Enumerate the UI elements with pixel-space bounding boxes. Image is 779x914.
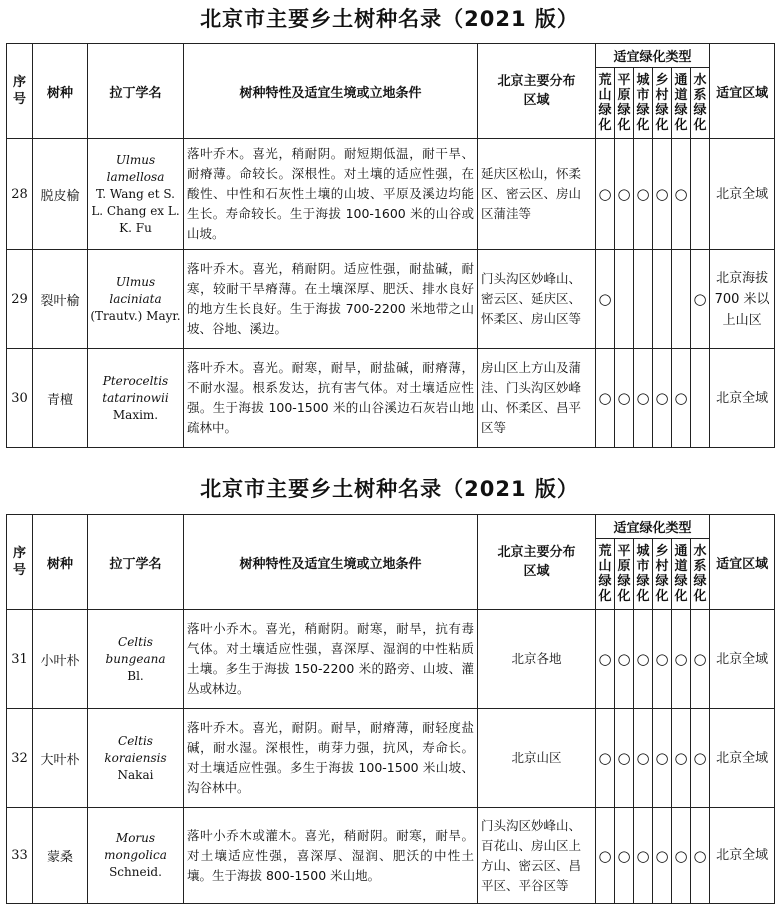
distribution: 延庆区松山，怀柔区、密云区、房山区蒲洼等 <box>478 139 596 250</box>
table-row <box>7 709 775 808</box>
mark-barren: ○ <box>596 139 615 250</box>
table-row <box>7 808 775 904</box>
mark-urban: ○ <box>634 349 653 448</box>
latin-name: Morus mongolica Schneid. <box>88 808 184 904</box>
header-greening-group: 适宜绿化类型 <box>596 515 710 539</box>
mark-barren: ○ <box>596 250 615 349</box>
mark-water <box>691 349 710 448</box>
mark-urban: ○ <box>634 808 653 904</box>
suitable-region: 北京全域 <box>710 139 775 250</box>
latin-name: Celtis bungeana Bl. <box>88 610 184 709</box>
species-traits: 落叶乔木。喜光，稍耐阴。适应性强，耐盐碱，耐寒，较耐干旱瘠薄。在土壤深厚、肥沃、排水良好的地方生长良好。生于海拔 700-2200 米地带之山坡、谷地、溪边。 <box>184 250 478 349</box>
mark-corridor <box>672 250 691 349</box>
suitable-region: 北京全域 <box>710 349 775 448</box>
species-traits: 落叶乔木。喜光。耐寒，耐旱，耐盐碱，耐瘠薄，不耐水湿。根系发达，抗有害气体。对土壤适应性强。生于海拔 100-1500 米的山谷溪边石灰岩山地疏林中。 <box>184 349 478 448</box>
species-name: 蒙桑 <box>33 808 88 904</box>
mark-village: ○ <box>653 139 672 250</box>
row-number: 30 <box>7 349 33 448</box>
mark-barren: ○ <box>596 808 615 904</box>
mark-plain: ○ <box>615 610 634 709</box>
species-traits: 落叶乔木。喜光，耐阴。耐旱，耐瘠薄，耐轻度盐碱，耐水湿。深根性，萌芽力强，抗风，寿命长。对土壤适应性强。多生于海拔 100-1500 米山坡、沟谷林中。 <box>184 709 478 808</box>
mark-water: ○ <box>691 709 710 808</box>
header-latin: 拉丁学名 <box>88 515 184 610</box>
distribution: 北京各地 <box>478 610 596 709</box>
mark-corridor: ○ <box>672 808 691 904</box>
header-species: 树种 <box>33 515 88 610</box>
table-row <box>7 610 775 709</box>
header-type-village: 乡村绿化 <box>653 539 672 610</box>
mark-village <box>653 250 672 349</box>
table-row <box>7 349 775 448</box>
mark-plain: ○ <box>615 808 634 904</box>
distribution: 门头沟区妙峰山、百花山、房山区上方山、密云区、昌平区、平谷区等 <box>478 808 596 904</box>
species-traits: 落叶乔木。喜光，稍耐阴。耐短期低温，耐干旱、耐瘠薄。命较长。深根性。对土壤的适应性强，在酸性、中性和石灰性土壤的山坡、平原及溪边均能生长。寿命较长。生于海拔 100-1600 米的山谷或山坡。 <box>184 139 478 250</box>
header-type-urban: 城市绿化 <box>634 539 653 610</box>
mark-plain: ○ <box>615 349 634 448</box>
mark-village: ○ <box>653 610 672 709</box>
latin-name: Ulmus laciniata (Trautv.) Mayr. <box>88 250 184 349</box>
table-row <box>7 139 775 250</box>
header-type-corridor: 通道绿化 <box>672 68 691 139</box>
header-region: 适宜区域 <box>710 515 775 610</box>
distribution: 房山区上方山及蒲洼、门头沟区妙峰山、怀柔区、昌平区等 <box>478 349 596 448</box>
mark-corridor: ○ <box>672 139 691 250</box>
header-latin: 拉丁学名 <box>88 44 184 139</box>
mark-village: ○ <box>653 349 672 448</box>
row-number: 33 <box>7 808 33 904</box>
mark-corridor: ○ <box>672 349 691 448</box>
latin-name: Pteroceltis tatarinowii Maxim. <box>88 349 184 448</box>
suitable-region: 北京全域 <box>710 709 775 808</box>
header-traits: 树种特性及适宜生境或立地条件 <box>184 515 478 610</box>
header-type-urban: 城市绿化 <box>634 68 653 139</box>
header-type-corridor: 通道绿化 <box>672 539 691 610</box>
row-number: 29 <box>7 250 33 349</box>
suitable-region: 北京海拔 700 米以上山区 <box>710 250 775 349</box>
latin-name: Celtis koraiensis Nakai <box>88 709 184 808</box>
header-traits: 树种特性及适宜生境或立地条件 <box>184 44 478 139</box>
mark-urban: ○ <box>634 139 653 250</box>
mark-village: ○ <box>653 709 672 808</box>
suitable-region: 北京全域 <box>710 808 775 904</box>
row-number: 32 <box>7 709 33 808</box>
latin-name: Ulmus lamellosa T. Wang et S. L. Chang ex L. K. Fu <box>88 139 184 250</box>
distribution: 门头沟区妙峰山、密云区、延庆区、怀柔区、房山区等 <box>478 250 596 349</box>
suitable-region: 北京全域 <box>710 610 775 709</box>
mark-corridor: ○ <box>672 610 691 709</box>
header-greening-group: 适宜绿化类型 <box>596 44 710 68</box>
header-region: 适宜区域 <box>710 44 775 139</box>
species-traits: 落叶小乔木或灌木。喜光，稍耐阴。耐寒，耐旱。对土壤适应性强，喜深厚、湿润、肥沃的中性土壤。生于海拔 800-1500 米山地。 <box>184 808 478 904</box>
header-type-plain: 平原绿化 <box>615 68 634 139</box>
header-type-plain: 平原绿化 <box>615 539 634 610</box>
species-name: 小叶朴 <box>33 610 88 709</box>
header-type-barren: 荒山绿化 <box>596 68 615 139</box>
mark-barren: ○ <box>596 349 615 448</box>
mark-plain: ○ <box>615 709 634 808</box>
mark-urban: ○ <box>634 709 653 808</box>
header-type-water: 水系绿化 <box>691 68 710 139</box>
species-name: 裂叶榆 <box>33 250 88 349</box>
distribution: 北京山区 <box>478 709 596 808</box>
table-row <box>7 250 775 349</box>
species-table-1 <box>6 43 775 448</box>
mark-water: ○ <box>691 808 710 904</box>
mark-water <box>691 139 710 250</box>
header-type-barren: 荒山绿化 <box>596 539 615 610</box>
species-name: 脱皮榆 <box>33 139 88 250</box>
species-table-2 <box>6 514 775 904</box>
mark-urban <box>634 250 653 349</box>
species-name: 青檀 <box>33 349 88 448</box>
header-type-water: 水系绿化 <box>691 539 710 610</box>
mark-village: ○ <box>653 808 672 904</box>
header-type-village: 乡村绿化 <box>653 68 672 139</box>
table-title-2: 北京市主要乡土树种名录（2021 版） <box>200 477 579 501</box>
mark-urban: ○ <box>634 610 653 709</box>
mark-plain <box>615 250 634 349</box>
mark-corridor: ○ <box>672 709 691 808</box>
mark-plain: ○ <box>615 139 634 250</box>
table-title-1: 北京市主要乡土树种名录（2021 版） <box>200 7 579 31</box>
header-distribution: 北京主要分布区域 <box>478 515 596 610</box>
mark-barren: ○ <box>596 610 615 709</box>
mark-water: ○ <box>691 250 710 349</box>
species-traits: 落叶小乔木。喜光，稍耐阴。耐寒，耐旱，抗有毒气体。对土壤适应性强，喜深厚、湿润的中性粘质土壤。多生于海拔 150-2200 米的路旁、山坡、灌丛或林边。 <box>184 610 478 709</box>
mark-water: ○ <box>691 610 710 709</box>
header-distribution: 北京主要分布区域 <box>478 44 596 139</box>
species-name: 大叶朴 <box>33 709 88 808</box>
header-seq: 序号 <box>7 44 33 139</box>
header-seq: 序号 <box>7 515 33 610</box>
row-number: 28 <box>7 139 33 250</box>
header-species: 树种 <box>33 44 88 139</box>
mark-barren: ○ <box>596 709 615 808</box>
row-number: 31 <box>7 610 33 709</box>
